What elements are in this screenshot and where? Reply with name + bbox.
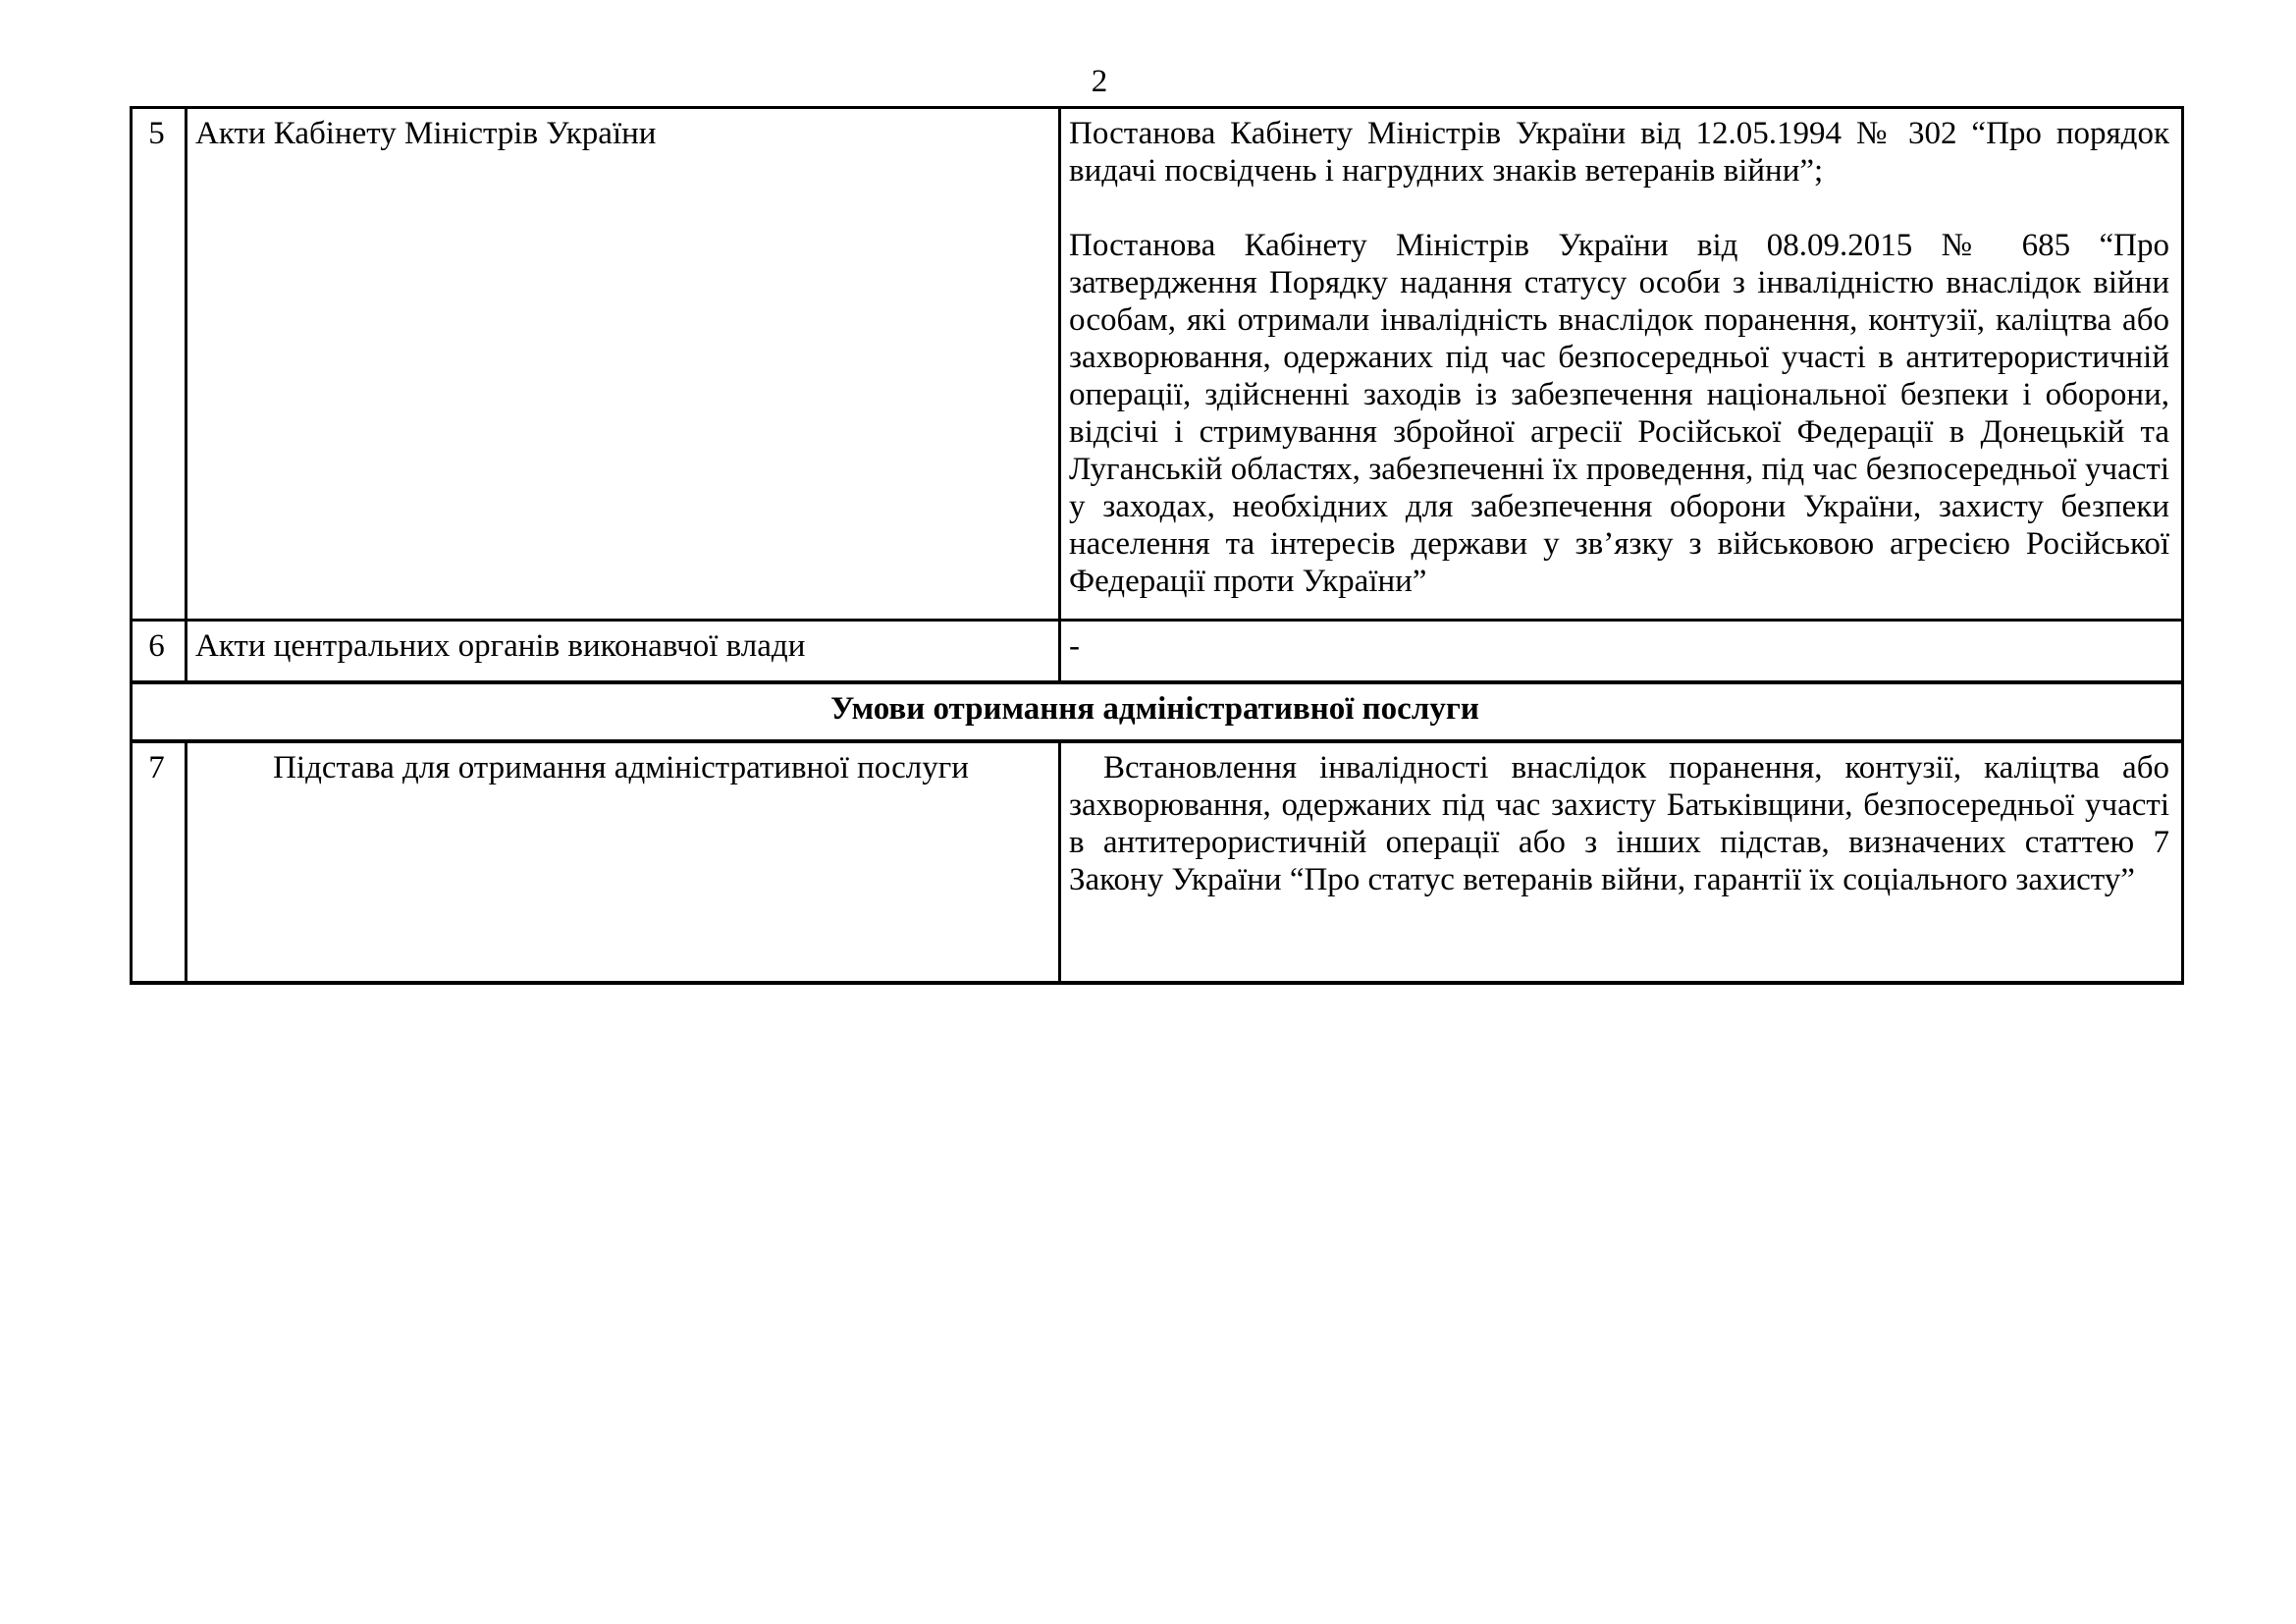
legal-act-paragraph-2: Постанова Кабінету Міністрів України від 08.09.2015 № 685 “Про затвердження Порядку надання статусу особи з інвалідністю внаслідок війни особам, які отримали інвалідність внаслідок поранення, контузії, каліцтва або захворювання, одержаних під час безпосередньої участі в антитерористичній операції, здійсненні заходів із забезпечення національної безпеки і оборони, відсічі і стримування збройної агресії Російської Федерації в Донецькій та Луганській областях, забезпеченні їх проведення, під час безпосередньої участі у заходах, необхідних для забезпечення оборони України, захисту безпеки населення та інтересів держави у зв’язку з військовою агресією Російської Федерації проти України” — [1069, 228, 2169, 599]
table-row-5 — [132, 108, 2183, 621]
table-row-7 — [132, 741, 2183, 983]
row5-value-cell — [1060, 108, 2183, 621]
section-header-row — [132, 682, 2183, 741]
row7-value-cell: Встановлення інвалідності внаслідок поранення, контузії, каліцтва або захворювання, одержаних під час захисту Батьківщини, безпосередньої участі в антитерористичній операції або з інших підстав, визначених статтею 7 Закону України “Про статус ветеранів війни, гарантії їх соціального захисту” — [1060, 741, 2183, 983]
section-header-cell: Умови отримання адміністративної послуги — [132, 682, 2183, 741]
row6-value-cell: - — [1060, 621, 2183, 683]
admin-service-table — [130, 106, 2184, 985]
row5-number-cell: 5 — [132, 108, 187, 621]
row5-title-cell: Акти Кабінету Міністрів України — [187, 108, 1060, 621]
row7-number-cell: 7 — [132, 741, 187, 983]
table-row-6 — [132, 621, 2183, 683]
row6-number-cell: 6 — [132, 621, 187, 683]
legal-act-paragraph-1: Постанова Кабінету Міністрів України від 12.05.1994 № 302 “Про порядок видачі посвідчень і нагрудних знаків ветеранів війни”; — [1069, 116, 2169, 189]
page-number: 2 — [1091, 64, 1108, 99]
row6-title-cell: Акти центральних органів виконавчої влади — [187, 621, 1060, 683]
row7-title-cell: Підстава для отримання адміністративної послуги — [187, 741, 1060, 983]
